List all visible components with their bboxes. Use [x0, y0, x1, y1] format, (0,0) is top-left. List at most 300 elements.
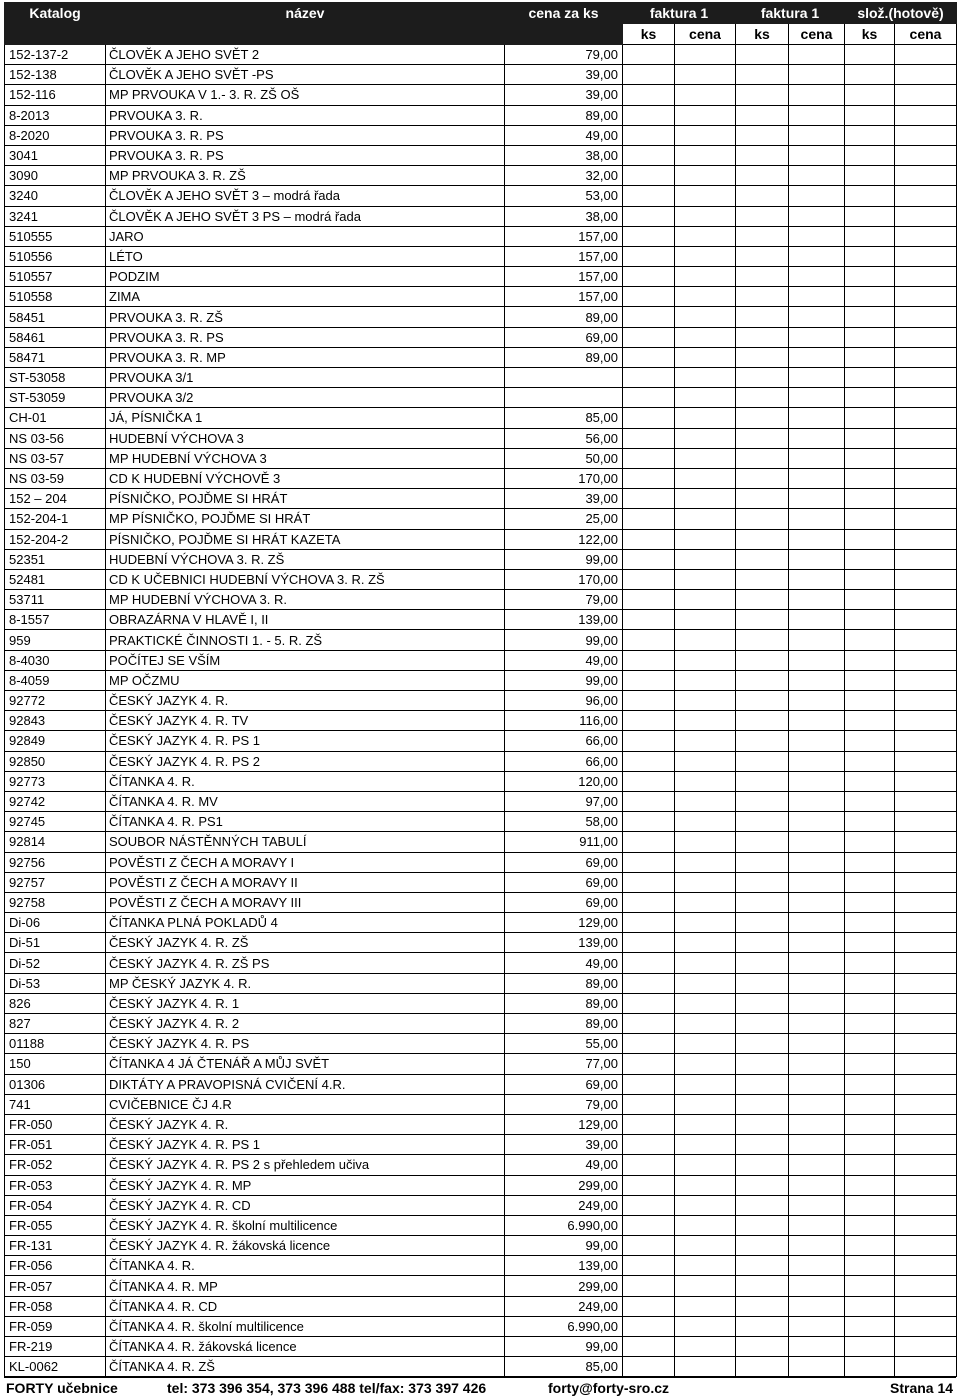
- order-entry-cell[interactable]: [623, 1014, 675, 1034]
- order-entry-cell[interactable]: [789, 347, 845, 367]
- order-entry-cell[interactable]: [675, 1316, 736, 1336]
- order-entry-cell[interactable]: [623, 105, 675, 125]
- order-entry-cell[interactable]: [675, 428, 736, 448]
- order-entry-cell[interactable]: [845, 1175, 895, 1195]
- order-entry-cell[interactable]: [789, 509, 845, 529]
- order-entry-cell[interactable]: [675, 852, 736, 872]
- order-entry-cell[interactable]: [895, 388, 957, 408]
- order-entry-cell[interactable]: [675, 448, 736, 468]
- order-entry-cell[interactable]: [895, 1276, 957, 1296]
- order-entry-cell[interactable]: [623, 1296, 675, 1316]
- order-entry-cell[interactable]: [736, 1256, 789, 1276]
- order-entry-cell[interactable]: [736, 1034, 789, 1054]
- order-entry-cell[interactable]: [895, 1256, 957, 1276]
- order-entry-cell[interactable]: [675, 125, 736, 145]
- order-entry-cell[interactable]: [736, 287, 789, 307]
- order-entry-cell[interactable]: [895, 610, 957, 630]
- order-entry-cell[interactable]: [623, 226, 675, 246]
- order-entry-cell[interactable]: [675, 630, 736, 650]
- order-entry-cell[interactable]: [895, 1094, 957, 1114]
- order-entry-cell[interactable]: [845, 1074, 895, 1094]
- order-entry-cell[interactable]: [845, 105, 895, 125]
- order-entry-cell[interactable]: [623, 529, 675, 549]
- order-entry-cell[interactable]: [736, 1337, 789, 1357]
- order-entry-cell[interactable]: [845, 1296, 895, 1316]
- order-entry-cell[interactable]: [895, 327, 957, 347]
- order-entry-cell[interactable]: [789, 408, 845, 428]
- order-entry-cell[interactable]: [789, 45, 845, 65]
- order-entry-cell[interactable]: [845, 1054, 895, 1074]
- order-entry-cell[interactable]: [675, 1054, 736, 1074]
- order-entry-cell[interactable]: [675, 933, 736, 953]
- order-entry-cell[interactable]: [845, 65, 895, 85]
- order-entry-cell[interactable]: [895, 206, 957, 226]
- order-entry-cell[interactable]: [675, 267, 736, 287]
- order-entry-cell[interactable]: [736, 771, 789, 791]
- order-entry-cell[interactable]: [675, 105, 736, 125]
- order-entry-cell[interactable]: [895, 468, 957, 488]
- order-entry-cell[interactable]: [895, 529, 957, 549]
- order-entry-cell[interactable]: [845, 368, 895, 388]
- order-entry-cell[interactable]: [675, 670, 736, 690]
- order-entry-cell[interactable]: [675, 327, 736, 347]
- order-entry-cell[interactable]: [736, 206, 789, 226]
- order-entry-cell[interactable]: [675, 771, 736, 791]
- order-entry-cell[interactable]: [895, 145, 957, 165]
- order-entry-cell[interactable]: [789, 1034, 845, 1054]
- order-entry-cell[interactable]: [675, 650, 736, 670]
- order-entry-cell[interactable]: [623, 489, 675, 509]
- order-entry-cell[interactable]: [789, 327, 845, 347]
- order-entry-cell[interactable]: [736, 1296, 789, 1316]
- order-entry-cell[interactable]: [845, 1135, 895, 1155]
- order-entry-cell[interactable]: [623, 246, 675, 266]
- order-entry-cell[interactable]: [789, 751, 845, 771]
- order-entry-cell[interactable]: [789, 1337, 845, 1357]
- order-entry-cell[interactable]: [675, 509, 736, 529]
- order-entry-cell[interactable]: [623, 1034, 675, 1054]
- order-entry-cell[interactable]: [675, 1074, 736, 1094]
- order-entry-cell[interactable]: [623, 852, 675, 872]
- order-entry-cell[interactable]: [675, 166, 736, 186]
- order-entry-cell[interactable]: [736, 226, 789, 246]
- order-entry-cell[interactable]: [736, 1135, 789, 1155]
- order-entry-cell[interactable]: [845, 347, 895, 367]
- order-entry-cell[interactable]: [623, 287, 675, 307]
- order-entry-cell[interactable]: [736, 145, 789, 165]
- order-entry-cell[interactable]: [895, 569, 957, 589]
- order-entry-cell[interactable]: [845, 125, 895, 145]
- order-entry-cell[interactable]: [736, 105, 789, 125]
- order-entry-cell[interactable]: [675, 45, 736, 65]
- order-entry-cell[interactable]: [895, 1034, 957, 1054]
- order-entry-cell[interactable]: [623, 408, 675, 428]
- order-entry-cell[interactable]: [845, 751, 895, 771]
- order-entry-cell[interactable]: [845, 428, 895, 448]
- order-entry-cell[interactable]: [895, 448, 957, 468]
- order-entry-cell[interactable]: [675, 529, 736, 549]
- order-entry-cell[interactable]: [736, 610, 789, 630]
- order-entry-cell[interactable]: [789, 1357, 845, 1377]
- order-entry-cell[interactable]: [736, 85, 789, 105]
- order-entry-cell[interactable]: [845, 287, 895, 307]
- order-entry-cell[interactable]: [736, 267, 789, 287]
- order-entry-cell[interactable]: [675, 711, 736, 731]
- order-entry-cell[interactable]: [845, 691, 895, 711]
- order-entry-cell[interactable]: [845, 327, 895, 347]
- order-entry-cell[interactable]: [623, 691, 675, 711]
- order-entry-cell[interactable]: [789, 630, 845, 650]
- order-entry-cell[interactable]: [845, 771, 895, 791]
- order-entry-cell[interactable]: [895, 1236, 957, 1256]
- order-entry-cell[interactable]: [789, 1215, 845, 1235]
- order-entry-cell[interactable]: [623, 549, 675, 569]
- order-entry-cell[interactable]: [845, 85, 895, 105]
- order-entry-cell[interactable]: [623, 1114, 675, 1134]
- order-entry-cell[interactable]: [675, 85, 736, 105]
- order-entry-cell[interactable]: [675, 489, 736, 509]
- order-entry-cell[interactable]: [789, 731, 845, 751]
- order-entry-cell[interactable]: [895, 751, 957, 771]
- order-entry-cell[interactable]: [623, 610, 675, 630]
- order-entry-cell[interactable]: [623, 993, 675, 1013]
- order-entry-cell[interactable]: [736, 448, 789, 468]
- order-entry-cell[interactable]: [623, 1195, 675, 1215]
- order-entry-cell[interactable]: [845, 1256, 895, 1276]
- order-entry-cell[interactable]: [895, 691, 957, 711]
- order-entry-cell[interactable]: [736, 1054, 789, 1074]
- order-entry-cell[interactable]: [845, 731, 895, 751]
- order-entry-cell[interactable]: [623, 812, 675, 832]
- order-entry-cell[interactable]: [789, 1296, 845, 1316]
- order-entry-cell[interactable]: [623, 791, 675, 811]
- order-entry-cell[interactable]: [895, 267, 957, 287]
- order-entry-cell[interactable]: [845, 1195, 895, 1215]
- order-entry-cell[interactable]: [789, 206, 845, 226]
- order-entry-cell[interactable]: [789, 933, 845, 953]
- order-entry-cell[interactable]: [623, 327, 675, 347]
- order-entry-cell[interactable]: [675, 791, 736, 811]
- order-entry-cell[interactable]: [845, 590, 895, 610]
- order-entry-cell[interactable]: [789, 1135, 845, 1155]
- order-entry-cell[interactable]: [623, 206, 675, 226]
- order-entry-cell[interactable]: [895, 832, 957, 852]
- order-entry-cell[interactable]: [623, 1236, 675, 1256]
- order-entry-cell[interactable]: [623, 892, 675, 912]
- order-entry-cell[interactable]: [736, 1155, 789, 1175]
- order-entry-cell[interactable]: [623, 1357, 675, 1377]
- order-entry-cell[interactable]: [675, 872, 736, 892]
- order-entry-cell[interactable]: [789, 832, 845, 852]
- order-entry-cell[interactable]: [789, 448, 845, 468]
- order-entry-cell[interactable]: [623, 711, 675, 731]
- order-entry-cell[interactable]: [623, 1074, 675, 1094]
- order-entry-cell[interactable]: [895, 731, 957, 751]
- order-entry-cell[interactable]: [623, 145, 675, 165]
- order-entry-cell[interactable]: [789, 549, 845, 569]
- order-entry-cell[interactable]: [675, 206, 736, 226]
- order-entry-cell[interactable]: [845, 1236, 895, 1256]
- order-entry-cell[interactable]: [895, 45, 957, 65]
- order-entry-cell[interactable]: [675, 1014, 736, 1034]
- order-entry-cell[interactable]: [675, 1296, 736, 1316]
- order-entry-cell[interactable]: [675, 388, 736, 408]
- order-entry-cell[interactable]: [845, 246, 895, 266]
- order-entry-cell[interactable]: [845, 993, 895, 1013]
- order-entry-cell[interactable]: [895, 368, 957, 388]
- order-entry-cell[interactable]: [789, 892, 845, 912]
- order-entry-cell[interactable]: [736, 468, 789, 488]
- order-entry-cell[interactable]: [789, 590, 845, 610]
- order-entry-cell[interactable]: [736, 832, 789, 852]
- order-entry-cell[interactable]: [845, 186, 895, 206]
- order-entry-cell[interactable]: [845, 549, 895, 569]
- order-entry-cell[interactable]: [736, 408, 789, 428]
- order-entry-cell[interactable]: [675, 186, 736, 206]
- order-entry-cell[interactable]: [736, 953, 789, 973]
- order-entry-cell[interactable]: [736, 1357, 789, 1377]
- order-entry-cell[interactable]: [789, 267, 845, 287]
- order-entry-cell[interactable]: [736, 691, 789, 711]
- order-entry-cell[interactable]: [675, 408, 736, 428]
- order-entry-cell[interactable]: [675, 1276, 736, 1296]
- order-entry-cell[interactable]: [845, 226, 895, 246]
- order-entry-cell[interactable]: [675, 610, 736, 630]
- order-entry-cell[interactable]: [736, 872, 789, 892]
- order-entry-cell[interactable]: [845, 1316, 895, 1336]
- order-entry-cell[interactable]: [675, 347, 736, 367]
- order-entry-cell[interactable]: [845, 913, 895, 933]
- order-entry-cell[interactable]: [789, 489, 845, 509]
- order-entry-cell[interactable]: [789, 226, 845, 246]
- order-entry-cell[interactable]: [736, 973, 789, 993]
- order-entry-cell[interactable]: [675, 812, 736, 832]
- order-entry-cell[interactable]: [623, 1276, 675, 1296]
- order-entry-cell[interactable]: [675, 691, 736, 711]
- order-entry-cell[interactable]: [895, 933, 957, 953]
- order-entry-cell[interactable]: [675, 1094, 736, 1114]
- order-entry-cell[interactable]: [895, 953, 957, 973]
- order-entry-cell[interactable]: [845, 711, 895, 731]
- order-entry-cell[interactable]: [736, 509, 789, 529]
- order-entry-cell[interactable]: [895, 1316, 957, 1336]
- order-entry-cell[interactable]: [895, 246, 957, 266]
- order-entry-cell[interactable]: [675, 1114, 736, 1134]
- order-entry-cell[interactable]: [789, 1054, 845, 1074]
- order-entry-cell[interactable]: [845, 892, 895, 912]
- order-entry-cell[interactable]: [736, 489, 789, 509]
- order-entry-cell[interactable]: [845, 145, 895, 165]
- order-entry-cell[interactable]: [736, 65, 789, 85]
- order-entry-cell[interactable]: [789, 186, 845, 206]
- order-entry-cell[interactable]: [736, 711, 789, 731]
- order-entry-cell[interactable]: [623, 65, 675, 85]
- order-entry-cell[interactable]: [736, 307, 789, 327]
- order-entry-cell[interactable]: [789, 65, 845, 85]
- order-entry-cell[interactable]: [895, 590, 957, 610]
- order-entry-cell[interactable]: [789, 650, 845, 670]
- order-entry-cell[interactable]: [845, 610, 895, 630]
- order-entry-cell[interactable]: [895, 670, 957, 690]
- order-entry-cell[interactable]: [845, 408, 895, 428]
- order-entry-cell[interactable]: [895, 791, 957, 811]
- order-entry-cell[interactable]: [623, 630, 675, 650]
- order-entry-cell[interactable]: [895, 993, 957, 1013]
- order-entry-cell[interactable]: [736, 428, 789, 448]
- order-entry-cell[interactable]: [789, 569, 845, 589]
- order-entry-cell[interactable]: [895, 125, 957, 145]
- order-entry-cell[interactable]: [789, 1256, 845, 1276]
- order-entry-cell[interactable]: [736, 1215, 789, 1235]
- order-entry-cell[interactable]: [675, 1135, 736, 1155]
- order-entry-cell[interactable]: [845, 1337, 895, 1357]
- order-entry-cell[interactable]: [623, 448, 675, 468]
- order-entry-cell[interactable]: [736, 246, 789, 266]
- order-entry-cell[interactable]: [675, 1357, 736, 1377]
- order-entry-cell[interactable]: [789, 388, 845, 408]
- order-entry-cell[interactable]: [789, 1114, 845, 1134]
- order-entry-cell[interactable]: [623, 267, 675, 287]
- order-entry-cell[interactable]: [789, 872, 845, 892]
- order-entry-cell[interactable]: [675, 731, 736, 751]
- order-entry-cell[interactable]: [623, 45, 675, 65]
- order-entry-cell[interactable]: [895, 892, 957, 912]
- order-entry-cell[interactable]: [895, 1155, 957, 1175]
- order-entry-cell[interactable]: [736, 569, 789, 589]
- order-entry-cell[interactable]: [845, 812, 895, 832]
- order-entry-cell[interactable]: [845, 468, 895, 488]
- order-entry-cell[interactable]: [789, 1074, 845, 1094]
- order-entry-cell[interactable]: [623, 125, 675, 145]
- order-entry-cell[interactable]: [895, 711, 957, 731]
- order-entry-cell[interactable]: [789, 145, 845, 165]
- order-entry-cell[interactable]: [736, 347, 789, 367]
- order-entry-cell[interactable]: [789, 1236, 845, 1256]
- order-entry-cell[interactable]: [623, 388, 675, 408]
- order-entry-cell[interactable]: [736, 368, 789, 388]
- order-entry-cell[interactable]: [675, 1175, 736, 1195]
- order-entry-cell[interactable]: [789, 105, 845, 125]
- order-entry-cell[interactable]: [623, 569, 675, 589]
- order-entry-cell[interactable]: [789, 428, 845, 448]
- order-entry-cell[interactable]: [675, 1236, 736, 1256]
- order-entry-cell[interactable]: [895, 913, 957, 933]
- order-entry-cell[interactable]: [736, 166, 789, 186]
- order-entry-cell[interactable]: [623, 913, 675, 933]
- order-entry-cell[interactable]: [736, 630, 789, 650]
- order-entry-cell[interactable]: [789, 610, 845, 630]
- order-entry-cell[interactable]: [623, 650, 675, 670]
- order-entry-cell[interactable]: [675, 993, 736, 1013]
- order-entry-cell[interactable]: [845, 1215, 895, 1235]
- order-entry-cell[interactable]: [845, 267, 895, 287]
- order-entry-cell[interactable]: [675, 287, 736, 307]
- order-entry-cell[interactable]: [675, 892, 736, 912]
- order-entry-cell[interactable]: [736, 670, 789, 690]
- order-entry-cell[interactable]: [736, 1074, 789, 1094]
- order-entry-cell[interactable]: [789, 307, 845, 327]
- order-entry-cell[interactable]: [845, 1114, 895, 1134]
- order-entry-cell[interactable]: [845, 489, 895, 509]
- order-entry-cell[interactable]: [895, 1054, 957, 1074]
- order-entry-cell[interactable]: [675, 1155, 736, 1175]
- order-entry-cell[interactable]: [789, 1155, 845, 1175]
- order-entry-cell[interactable]: [736, 751, 789, 771]
- order-entry-cell[interactable]: [895, 1215, 957, 1235]
- order-entry-cell[interactable]: [789, 711, 845, 731]
- order-entry-cell[interactable]: [895, 226, 957, 246]
- order-entry-cell[interactable]: [736, 1195, 789, 1215]
- order-entry-cell[interactable]: [736, 933, 789, 953]
- order-entry-cell[interactable]: [675, 246, 736, 266]
- order-entry-cell[interactable]: [675, 368, 736, 388]
- order-entry-cell[interactable]: [623, 670, 675, 690]
- order-entry-cell[interactable]: [736, 791, 789, 811]
- order-entry-cell[interactable]: [845, 650, 895, 670]
- order-entry-cell[interactable]: [845, 973, 895, 993]
- order-entry-cell[interactable]: [789, 85, 845, 105]
- order-entry-cell[interactable]: [675, 549, 736, 569]
- order-entry-cell[interactable]: [845, 1155, 895, 1175]
- order-entry-cell[interactable]: [845, 832, 895, 852]
- order-entry-cell[interactable]: [895, 549, 957, 569]
- order-entry-cell[interactable]: [736, 45, 789, 65]
- order-entry-cell[interactable]: [789, 166, 845, 186]
- order-entry-cell[interactable]: [895, 812, 957, 832]
- order-entry-cell[interactable]: [623, 85, 675, 105]
- order-entry-cell[interactable]: [675, 1215, 736, 1235]
- order-entry-cell[interactable]: [736, 731, 789, 751]
- order-entry-cell[interactable]: [675, 973, 736, 993]
- order-entry-cell[interactable]: [789, 368, 845, 388]
- order-entry-cell[interactable]: [623, 509, 675, 529]
- order-entry-cell[interactable]: [845, 1276, 895, 1296]
- order-entry-cell[interactable]: [789, 125, 845, 145]
- order-entry-cell[interactable]: [736, 1114, 789, 1134]
- order-entry-cell[interactable]: [736, 812, 789, 832]
- order-entry-cell[interactable]: [845, 1094, 895, 1114]
- order-entry-cell[interactable]: [895, 872, 957, 892]
- order-entry-cell[interactable]: [895, 852, 957, 872]
- order-entry-cell[interactable]: [789, 1276, 845, 1296]
- order-entry-cell[interactable]: [675, 65, 736, 85]
- order-entry-cell[interactable]: [845, 1357, 895, 1377]
- order-entry-cell[interactable]: [789, 771, 845, 791]
- order-entry-cell[interactable]: [623, 428, 675, 448]
- order-entry-cell[interactable]: [845, 872, 895, 892]
- order-entry-cell[interactable]: [736, 125, 789, 145]
- order-entry-cell[interactable]: [789, 791, 845, 811]
- order-entry-cell[interactable]: [675, 307, 736, 327]
- order-entry-cell[interactable]: [675, 1195, 736, 1215]
- order-entry-cell[interactable]: [895, 166, 957, 186]
- order-entry-cell[interactable]: [623, 166, 675, 186]
- order-entry-cell[interactable]: [895, 428, 957, 448]
- order-entry-cell[interactable]: [736, 529, 789, 549]
- order-entry-cell[interactable]: [675, 569, 736, 589]
- order-entry-cell[interactable]: [895, 1114, 957, 1134]
- order-entry-cell[interactable]: [895, 771, 957, 791]
- order-entry-cell[interactable]: [623, 751, 675, 771]
- order-entry-cell[interactable]: [895, 307, 957, 327]
- order-entry-cell[interactable]: [675, 1034, 736, 1054]
- order-entry-cell[interactable]: [623, 1054, 675, 1074]
- order-entry-cell[interactable]: [845, 670, 895, 690]
- order-entry-cell[interactable]: [789, 670, 845, 690]
- order-entry-cell[interactable]: [623, 368, 675, 388]
- order-entry-cell[interactable]: [895, 347, 957, 367]
- order-entry-cell[interactable]: [736, 1175, 789, 1195]
